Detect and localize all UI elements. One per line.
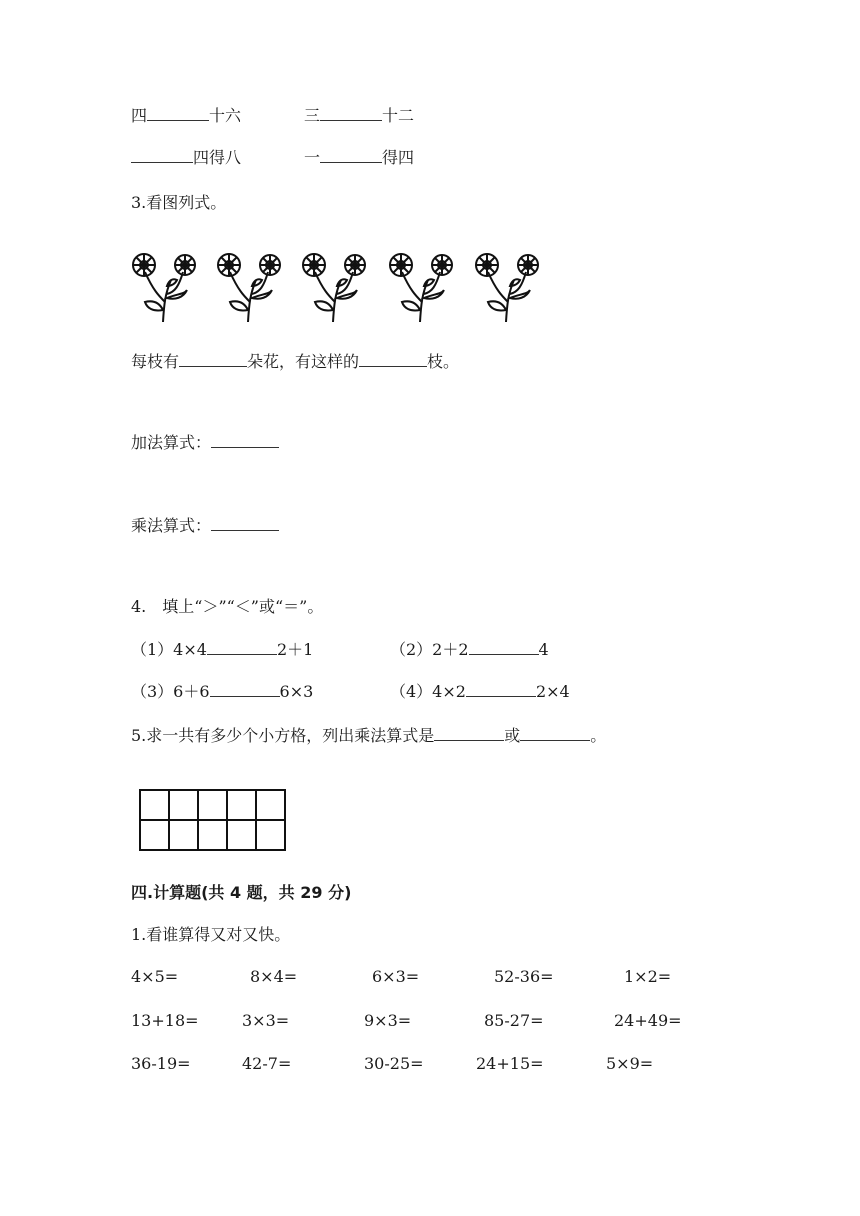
q4-item-right: 6×3 <box>279 682 314 701</box>
q3-sentence <box>131 351 459 373</box>
calc-item: 4×5= <box>131 967 179 986</box>
flower-icon <box>301 250 373 325</box>
answer-blank[interactable] <box>179 352 247 367</box>
q5-part1: 5.求一共有多少个小方格，列出乘法算式是 <box>131 726 435 745</box>
q4-item-left: （4）4×2 <box>390 682 466 701</box>
square-grid <box>139 789 289 853</box>
q4-item-left: （1）4×4 <box>131 640 207 659</box>
flower-row <box>131 250 551 325</box>
q4-item-left: （3）6＋6 <box>131 682 210 701</box>
answer-blank[interactable] <box>466 682 536 697</box>
answer-blank[interactable] <box>320 148 382 163</box>
calc-item: 36-19= <box>131 1054 191 1073</box>
calc-item: 52-36= <box>494 967 554 986</box>
fill-row-2-a-after: 四得八 <box>193 148 242 167</box>
answer-blank[interactable] <box>320 106 382 121</box>
calc-item: 8×4= <box>250 967 298 986</box>
calc-item: 1×2= <box>624 967 672 986</box>
answer-blank[interactable] <box>147 106 209 121</box>
calc-item: 3×3= <box>242 1011 290 1030</box>
fill-row-1-a-after: 十六 <box>209 106 242 125</box>
q4-item-right: 2＋1 <box>276 640 314 659</box>
fill-row-2 <box>131 147 241 169</box>
q4-title: 4. 填上“＞”“＜”或“＝”。 <box>131 597 324 616</box>
answer-blank[interactable] <box>210 682 280 697</box>
answer-blank[interactable] <box>520 726 590 741</box>
flower-icon <box>216 250 288 325</box>
calc-item: 30-25= <box>364 1054 424 1073</box>
answer-blank[interactable] <box>211 516 279 531</box>
answer-blank[interactable] <box>359 352 427 367</box>
q3-addition <box>131 432 279 454</box>
q4-item-left: （2）2＋2 <box>390 640 469 659</box>
fill-row-1 <box>131 105 241 127</box>
calc-item: 6×3= <box>372 967 420 986</box>
q4-item-1 <box>131 639 313 661</box>
q4-item-4 <box>390 681 570 703</box>
section-4-title: 四.计算题(共 4 题，共 29 分) <box>131 883 352 902</box>
q4-item-2 <box>390 639 549 661</box>
fill-row-1-b-after: 十二 <box>382 106 415 125</box>
flower-icon <box>388 250 460 325</box>
q3-multiplication-label: 乘法算式： <box>131 516 212 535</box>
q5-text <box>131 725 606 747</box>
fill-row-2-b-after: 得四 <box>382 148 415 167</box>
calc-item: 42-7= <box>242 1054 292 1073</box>
q3-sentence-part1: 每枝有 <box>131 352 180 371</box>
q5-part2: 或 <box>504 726 521 745</box>
q4-item-3 <box>131 681 313 703</box>
calc-item: 13+18= <box>131 1011 199 1030</box>
calc-item: 24+15= <box>476 1054 544 1073</box>
answer-blank[interactable] <box>469 640 539 655</box>
q3-addition-label: 加法算式： <box>131 433 212 452</box>
fill-row-1-b-before: 三 <box>304 106 321 125</box>
section-4-q1-title: 1.看谁算得又对又快。 <box>131 925 291 944</box>
q3-sentence-part3: 枝。 <box>427 352 460 371</box>
fill-row-1-b <box>304 105 414 127</box>
q3-title: 3.看图列式。 <box>131 193 227 212</box>
q5-part3: 。 <box>590 726 607 745</box>
fill-row-2-b <box>304 147 414 169</box>
fill-row-2-b-before: 一 <box>304 148 321 167</box>
calc-item: 85-27= <box>484 1011 544 1030</box>
flower-icon <box>131 250 203 325</box>
q4-item-right: 4 <box>538 640 549 659</box>
q3-multiplication <box>131 515 279 537</box>
flower-icon <box>474 250 546 325</box>
fill-row-1-a-before: 四 <box>131 106 148 125</box>
answer-blank[interactable] <box>434 726 504 741</box>
q4-item-right: 2×4 <box>535 682 570 701</box>
answer-blank[interactable] <box>211 433 279 448</box>
calc-item: 24+49= <box>614 1011 682 1030</box>
calc-item: 5×9= <box>606 1054 654 1073</box>
answer-blank[interactable] <box>207 640 277 655</box>
calc-item: 9×3= <box>364 1011 412 1030</box>
answer-blank[interactable] <box>131 148 193 163</box>
q3-sentence-part2: 朵花，有这样的 <box>247 352 360 371</box>
